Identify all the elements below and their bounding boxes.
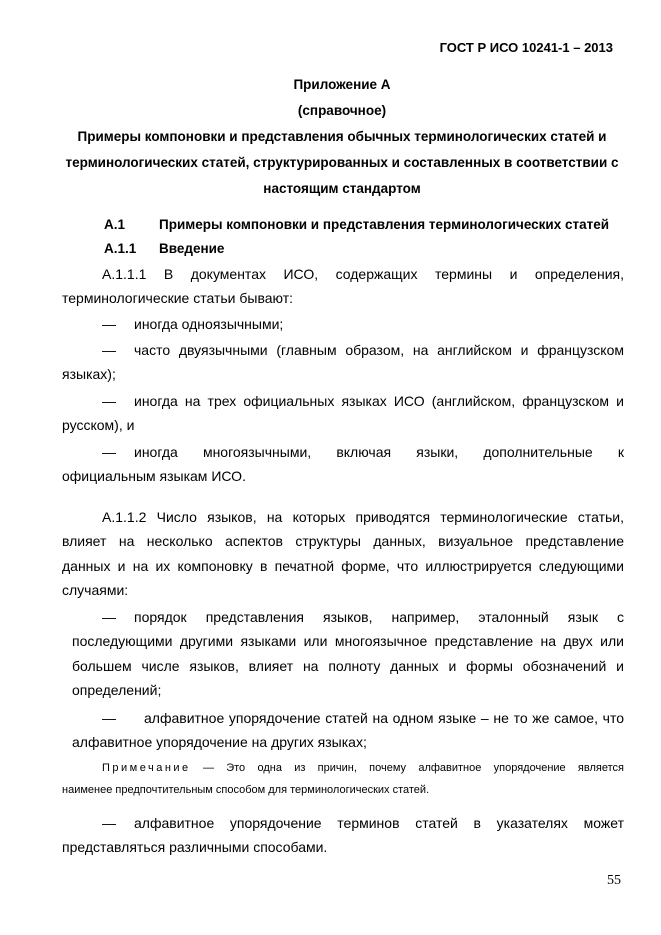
dash-marker: — (102, 444, 116, 460)
annex-type: (справочное) (297, 103, 387, 118)
list-item (72, 706, 624, 755)
page-number: 55 (607, 873, 621, 888)
annex-heading-line-2: терминологических статей, структурированных и составленных в соответствии с (65, 155, 619, 170)
list-item (62, 440, 624, 489)
text-line: алфавитное упорядочение на других языках; (72, 734, 367, 751)
text-line: А.1.1.1 В документах ИСО, содержащих термины и определения, (102, 266, 624, 282)
note-label: Примечание (102, 762, 191, 774)
note-separator: — (202, 762, 214, 774)
text-line: языках); (62, 366, 116, 383)
list-item (62, 338, 624, 387)
text-line: порядок представления языков, например, эталонный язык с (134, 609, 624, 625)
text-line: случаями: (62, 581, 129, 598)
dash-marker: — (102, 342, 116, 358)
text-line: русском), и (62, 417, 135, 434)
section-a1-heading (104, 217, 609, 232)
list-item (62, 811, 624, 860)
note-block (62, 757, 624, 801)
text-line: официальным языкам ИСО. (62, 468, 246, 485)
dash-marker: — (102, 710, 116, 726)
dash-marker: — (102, 815, 116, 831)
section-number: А.1.1 (104, 241, 137, 256)
list-item (72, 605, 624, 702)
paragraph-a112 (62, 505, 624, 602)
annex-title (60, 72, 624, 202)
section-number: А.1 (104, 217, 126, 232)
text-line: наименее предпочтительным способом для терминологических статей. (62, 784, 430, 796)
text-line: алфавитное упорядочение терминов статей в указателях может (134, 815, 624, 831)
list-item (62, 312, 624, 336)
text-line: последующими другими языками или многоязычное представление на двух или (72, 633, 624, 650)
text-line: А.1.1.2 Число языков, на которых приводятся терминологические статьи, (102, 509, 624, 525)
text-line: иногда одноязычными; (134, 316, 284, 332)
text-line: терминологические статьи бывают: (62, 290, 294, 307)
text-line: влияет на несколько аспектов структуры данных, визуальное представление (62, 533, 624, 550)
text-line: Это одна из причин, почему алфавитное упорядочение является (226, 762, 624, 774)
text-line: иногда многоязычными, включая языки, дополнительные к (134, 444, 624, 460)
text-line: иногда на трех официальных языках ИСО (английском, французском и (134, 393, 624, 409)
annex-heading-line-1: Примеры компоновки и представления обычных терминологических статей и (77, 129, 607, 144)
text-line: данных и на их компоновку в печатной форме, что иллюстрируется следующими (62, 557, 624, 574)
dash-marker: — (102, 393, 116, 409)
dash-marker: — (102, 316, 116, 332)
paragraph-a111 (62, 262, 624, 311)
text-line: часто двуязычными (главным образом, на английском и французском (134, 342, 624, 358)
list-item (62, 389, 624, 438)
annex-label: Приложение А (293, 77, 391, 92)
text-line: представляться различными способами. (62, 839, 328, 856)
document-header: ГОСТ Р ИСО 10241-1 – 2013 (439, 40, 613, 55)
section-title: Примеры компоновки и представления терминологических статей (159, 217, 610, 232)
text-line: алфавитное упорядочение статей на одном языке – не то же самое, что (144, 710, 624, 726)
dash-marker: — (102, 609, 116, 625)
text-line: большем числе языков, влияет на полноту данных и формы обозначений и (72, 657, 624, 674)
section-title: Введение (159, 241, 225, 256)
text-line: определений; (72, 681, 162, 698)
annex-heading-line-3: настоящим стандартом (263, 181, 421, 196)
section-a11-heading (104, 241, 224, 256)
